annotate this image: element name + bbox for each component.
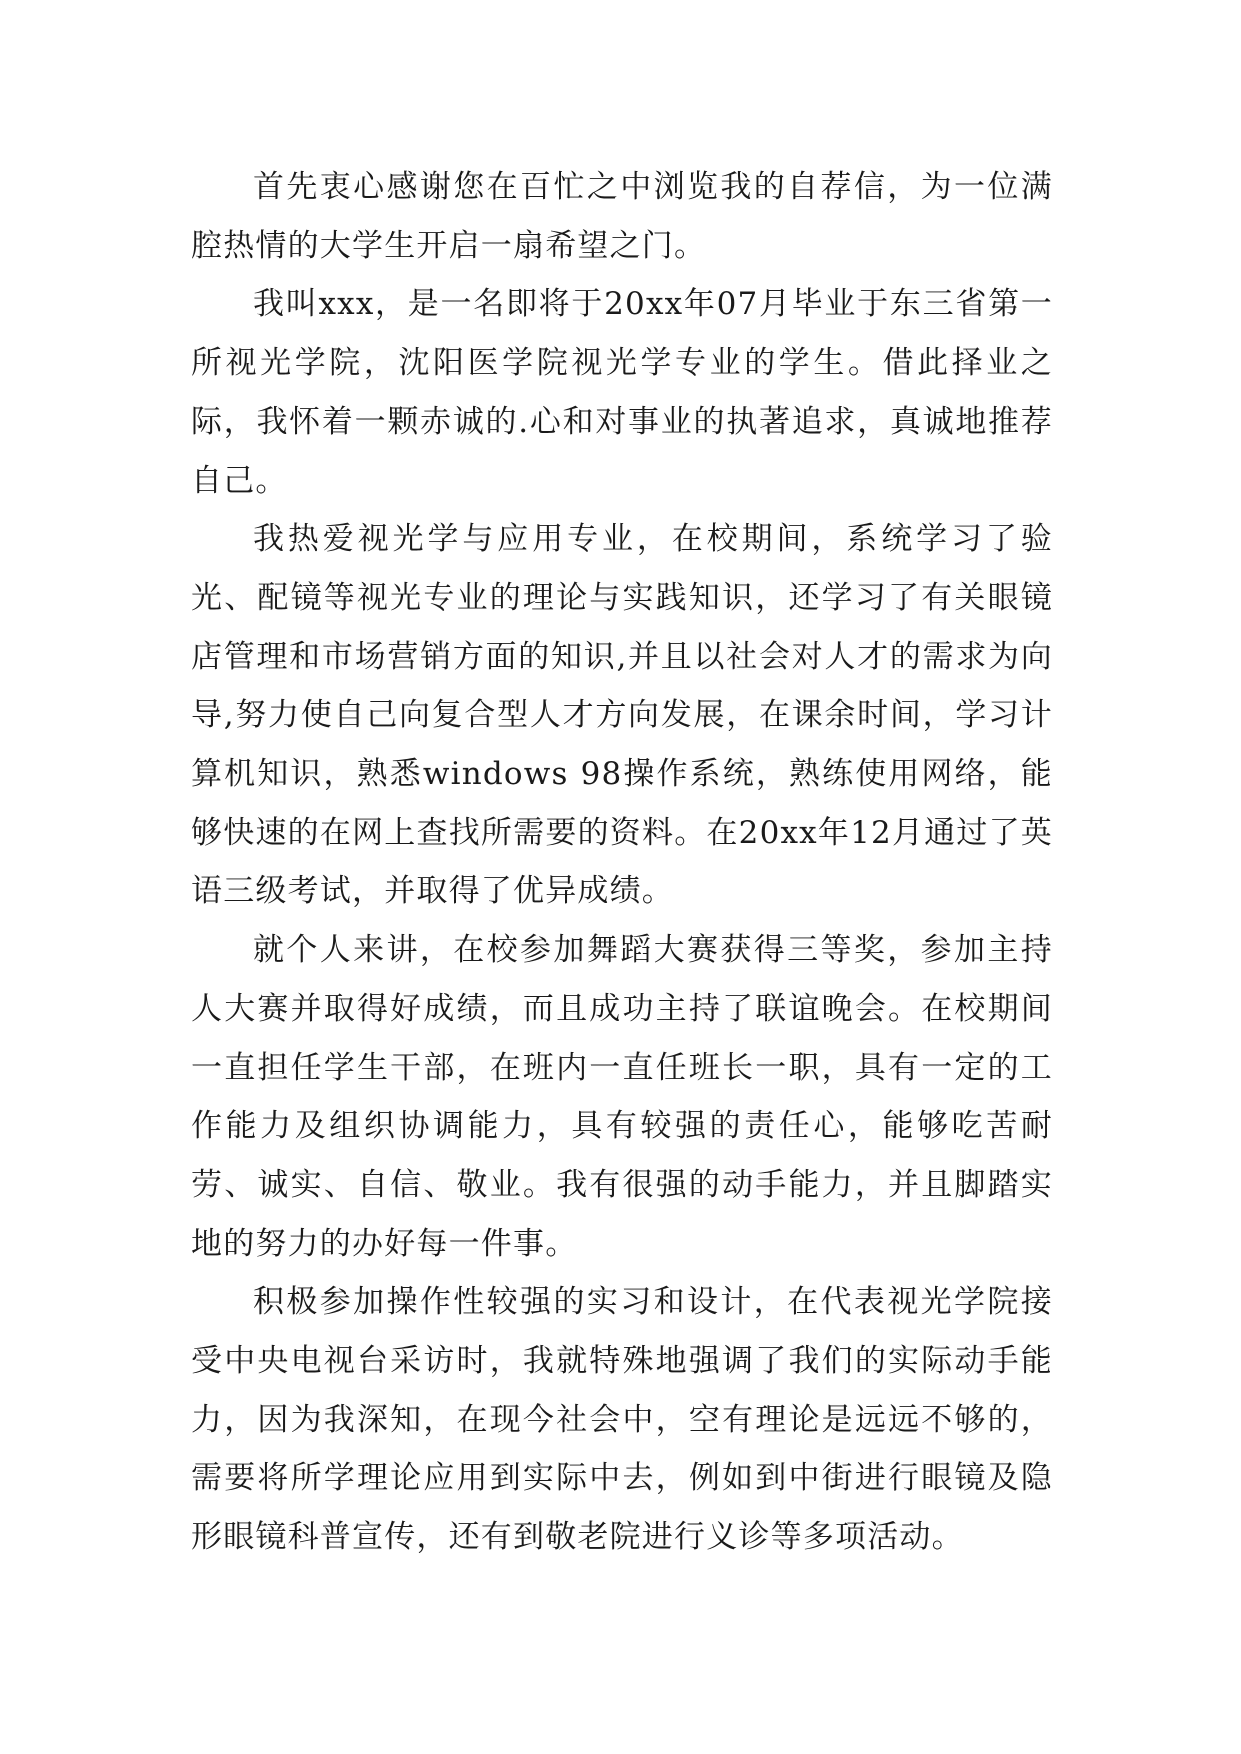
paragraph-studies: 我热爱视光学与应用专业，在校期间，系统学习了验光、配镜等视光专业的理论与实践知识，还学习了有关眼镜店管理和市场营销方面的知识,并且以社会对人才的需求为向导,努力使自己向复合型人才方向发展，在课余时间，学习计算机知识，熟悉windows 98操作系统，熟练使用网络，能够快速的在网上查找所需要的资料。在20xx年12月通过了英语三级考试，并取得了优异成绩。	[191, 521, 1053, 910]
paragraph-personal-activities: 就个人来讲，在校参加舞蹈大赛获得三等奖，参加主持人大赛并取得好成绩，而且成功主持了联谊晚会。在校期间一直担任学生干部，在班内一直任班长一职，具有一定的工作能力及组织协调能力，具有较强的责任心，能够吃苦耐劳、诚实、自信、敬业。我有很强的动手能力，并且脚踏实地的努力的办好每一件事。	[191, 932, 1053, 1262]
letter-body	[191, 158, 1053, 1567]
paragraph-introduction: 我叫xxx，是一名即将于20xx年07月毕业于东三省第一所视光学院，沈阳医学院视光学专业的学生。借此择业之际，我怀着一颗赤诚的.心和对事业的执著追求，真诚地推荐自己。	[191, 286, 1053, 499]
paragraph-practice: 积极参加操作性较强的实习和设计，在代表视光学院接受中央电视台采访时，我就特殊地强调了我们的实际动手能力，因为我深知，在现今社会中，空有理论是远远不够的，需要将所学理论应用到实际中去，例如到中街进行眼镜及隐形眼镜科普宣传，还有到敬老院进行义诊等多项活动。	[191, 1284, 1053, 1556]
paragraph-gratitude: 首先衷心感谢您在百忙之中浏览我的自荐信，为一位满腔热情的大学生开启一扇希望之门。	[191, 169, 1053, 264]
